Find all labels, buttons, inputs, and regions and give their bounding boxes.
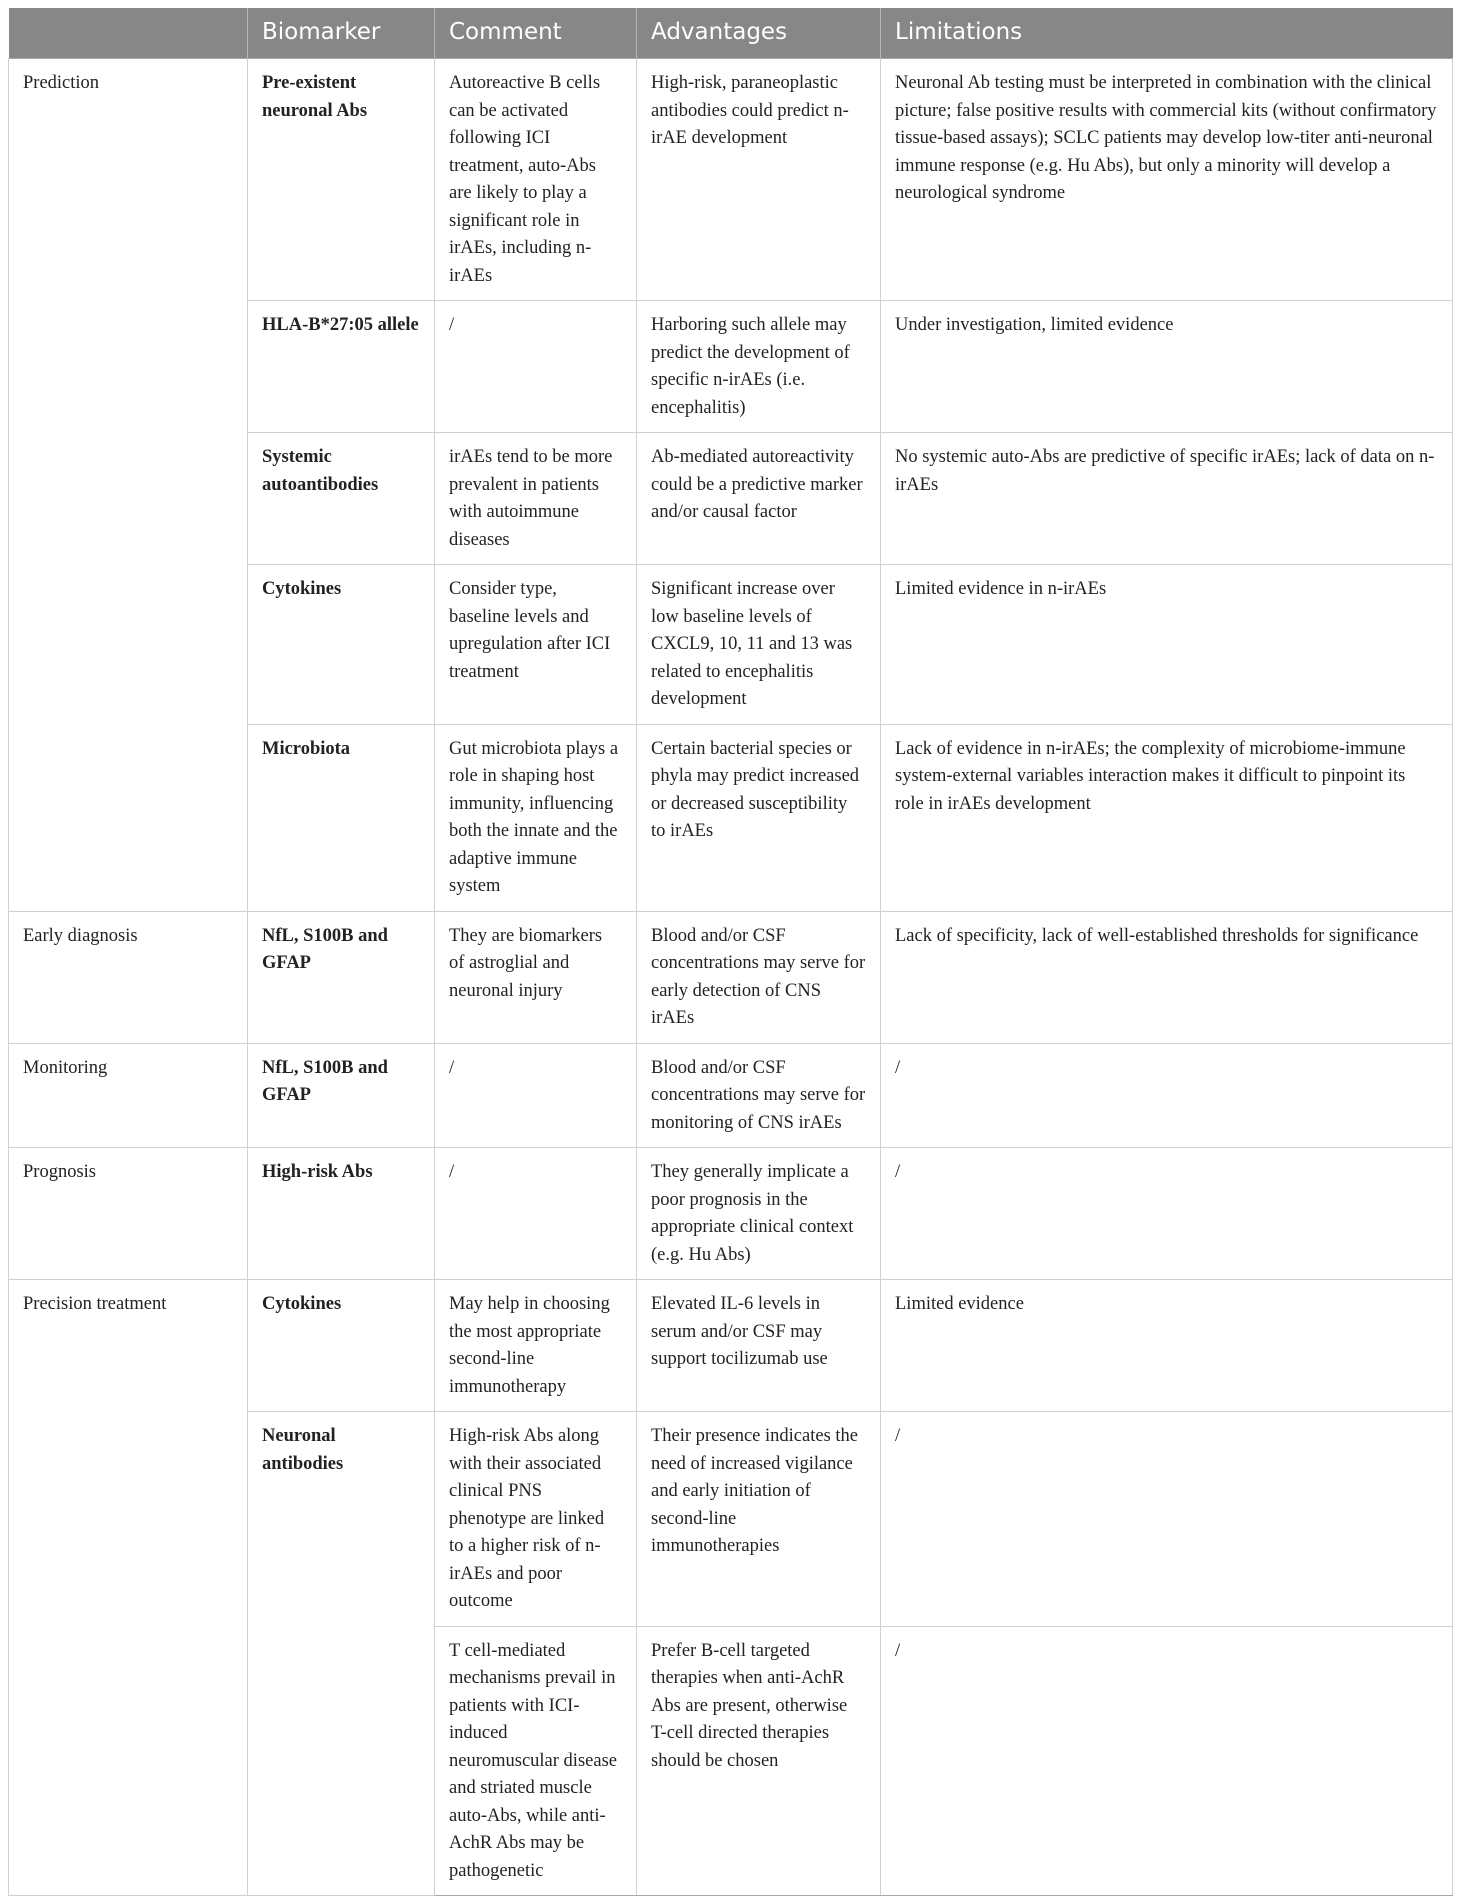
advantages-cell: Their presence indicates the need of increased vigilance and early initiation of second-line immunotherapies xyxy=(637,1412,881,1627)
table-row xyxy=(9,59,1453,301)
comment-cell: / xyxy=(435,1043,637,1148)
comment-cell: High-risk Abs along with their associated clinical PNS phenotype are linked to a higher risk of n-irAEs and poor outcome xyxy=(435,1412,637,1627)
header-limitations: Limitations xyxy=(881,8,1453,59)
limitations-cell: / xyxy=(881,1626,1453,1896)
header-category xyxy=(9,8,248,59)
header-row xyxy=(9,8,1453,59)
advantages-cell: Blood and/or CSF concentrations may serve for early detection of CNS irAEs xyxy=(637,911,881,1043)
category-monitoring: Monitoring xyxy=(9,1043,248,1148)
advantages-cell: Blood and/or CSF concentrations may serve for monitoring of CNS irAEs xyxy=(637,1043,881,1148)
comment-cell: / xyxy=(435,1148,637,1280)
advantages-cell: Elevated IL-6 levels in serum and/or CSF may support tocilizumab use xyxy=(637,1280,881,1412)
limitations-cell: / xyxy=(881,1148,1453,1280)
advantages-cell: Ab-mediated autoreactivity could be a predictive marker and/or causal factor xyxy=(637,433,881,565)
comment-cell: May help in choosing the most appropriate second-line immunotherapy xyxy=(435,1280,637,1412)
table-row xyxy=(9,1043,1453,1148)
comment-cell: T cell-mediated mechanisms prevail in patients with ICI-induced neuromuscular disease and striated muscle auto-Abs, while anti-AchR Abs may be pathogenetic xyxy=(435,1626,637,1896)
limitations-cell: No systemic auto-Abs are predictive of specific irAEs; lack of data on n-irAEs xyxy=(881,433,1453,565)
comment-cell: Gut microbiota plays a role in shaping host immunity, influencing both the innate and the adaptive immune system xyxy=(435,724,637,911)
header-advantages: Advantages xyxy=(637,8,881,59)
biomarker-cell: High-risk Abs xyxy=(248,1148,435,1280)
biomarker-cell: HLA-B*27:05 allele xyxy=(248,301,435,433)
limitations-cell: Under investigation, limited evidence xyxy=(881,301,1453,433)
limitations-cell: / xyxy=(881,1412,1453,1627)
biomarker-table xyxy=(8,8,1453,1896)
advantages-cell: High-risk, paraneoplastic antibodies could predict n-irAE development xyxy=(637,59,881,301)
biomarker-cell: Microbiota xyxy=(248,724,435,911)
biomarker-cell: Neuronal antibodies xyxy=(248,1412,435,1896)
advantages-cell: Harboring such allele may predict the development of specific n-irAEs (i.e. encephalitis) xyxy=(637,301,881,433)
category-precision-treatment: Precision treatment xyxy=(9,1280,248,1896)
advantages-cell: Prefer B-cell targeted therapies when anti-AchR Abs are present, otherwise T-cell directed therapies should be chosen xyxy=(637,1626,881,1896)
table-row xyxy=(9,1280,1453,1412)
category-prediction: Prediction xyxy=(9,59,248,912)
limitations-cell: Lack of evidence in n-irAEs; the complexity of microbiome-immune system-external variables interaction makes it difficult to pinpoint its role in irAEs development xyxy=(881,724,1453,911)
biomarker-cell: Pre-existent neuronal Abs xyxy=(248,59,435,301)
comment-cell: Consider type, baseline levels and upregulation after ICI treatment xyxy=(435,565,637,725)
biomarker-cell: Cytokines xyxy=(248,1280,435,1412)
comment-cell: They are biomarkers of astroglial and neuronal injury xyxy=(435,911,637,1043)
category-early-diagnosis: Early diagnosis xyxy=(9,911,248,1043)
biomarker-cell: NfL, S100B and GFAP xyxy=(248,911,435,1043)
advantages-cell: Significant increase over low baseline levels of CXCL9, 10, 11 and 13 was related to encephalitis development xyxy=(637,565,881,725)
biomarker-cell: Systemic autoantibodies xyxy=(248,433,435,565)
limitations-cell: Lack of specificity, lack of well-established thresholds for significance xyxy=(881,911,1453,1043)
comment-cell: / xyxy=(435,301,637,433)
header-biomarker: Biomarker xyxy=(248,8,435,59)
limitations-cell: / xyxy=(881,1043,1453,1148)
table-row xyxy=(9,1148,1453,1280)
category-prognosis: Prognosis xyxy=(9,1148,248,1280)
advantages-cell: Certain bacterial species or phyla may predict increased or decreased susceptibility to irAEs xyxy=(637,724,881,911)
table-row xyxy=(9,911,1453,1043)
comment-cell: Autoreactive B cells can be activated following ICI treatment, auto-Abs are likely to play a significant role in irAEs, including n-irAEs xyxy=(435,59,637,301)
biomarker-cell: Cytokines xyxy=(248,565,435,725)
limitations-cell: Limited evidence xyxy=(881,1280,1453,1412)
comment-cell: irAEs tend to be more prevalent in patients with autoimmune diseases xyxy=(435,433,637,565)
limitations-cell: Neuronal Ab testing must be interpreted in combination with the clinical picture; false positive results with commercial kits (without confirmatory tissue-based assays); SCLC patients may develop low-titer anti-neuronal immune response (e.g. Hu Abs), but only a minority will develop a neurological syndrome xyxy=(881,59,1453,301)
header-comment: Comment xyxy=(435,8,637,59)
biomarker-cell: NfL, S100B and GFAP xyxy=(248,1043,435,1148)
limitations-cell: Limited evidence in n-irAEs xyxy=(881,565,1453,725)
advantages-cell: They generally implicate a poor prognosis in the appropriate clinical context (e.g. Hu Abs) xyxy=(637,1148,881,1280)
